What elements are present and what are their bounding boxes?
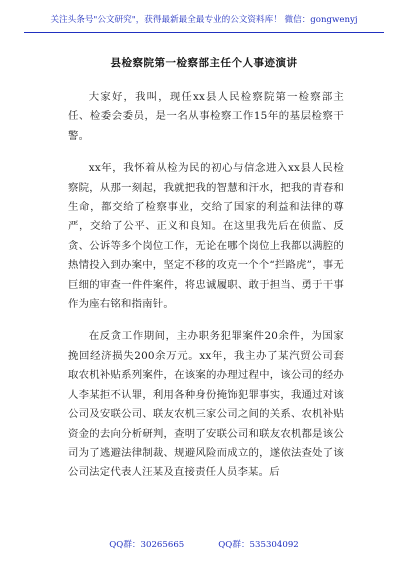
- footer-qq-group-1: QQ群：30265665: [109, 540, 185, 550]
- footer-qq-group-2: QQ群：535304092: [218, 540, 299, 550]
- document-body: [68, 88, 344, 496]
- document-title: 县检察院第一检察部主任个人事迹演讲: [110, 57, 298, 69]
- paragraph-2: xx年，我怀着从检为民的初心与信念进入xx县人民检察院，从那一刻起，我就把我的智慧和汗水，把我的青春和生命，都交给了检察事业，交给了国家的利益和法律的尊严，交给了公平、正义和良知。在这里我先后在侦监、反贪、公诉等多个岗位工作，无论在哪个岗位上我都以满腔的热情投入到办案中，坚定不移的攻克一个个“拦路虎”，事无巨细的审查一件件案件，将忠诚履职、敢于担当、勇于干事作为座右铭和指南针。: [68, 162, 344, 311]
- footer-contact: [0, 538, 408, 550]
- header-divider: [24, 32, 384, 33]
- header-banner: 关注头条号"公文研究"，获得最新最全最专业的公文资料库！ 微信：gongwenyj: [50, 15, 358, 25]
- paragraph-1: 大家好，我叫，现任xx县人民检察院第一检察部主任、检委会委员，是一名从事检察工作15年的基层检察干警。: [68, 91, 344, 142]
- paragraph-3: 在反贪工作期间，主办职务犯罪案件20余件，为国家挽回经济损失200余万元。xx年，我主办了某汽贸公司套取农机补贴系列案件，在该案的办理过程中，该公司的经办人李某拒不认罪，利用各种身份掩饰犯罪事实，我通过对该公司及安联公司、联友农机三家公司之间的关系、农机补贴资金的去向分析研判，查明了安联公司和联友农机都是该公司为了逃避法律制裁、规避风险而成立的，遂依法查处了该公司法定代表人汪某及直接责任人员李某。后: [68, 330, 344, 479]
